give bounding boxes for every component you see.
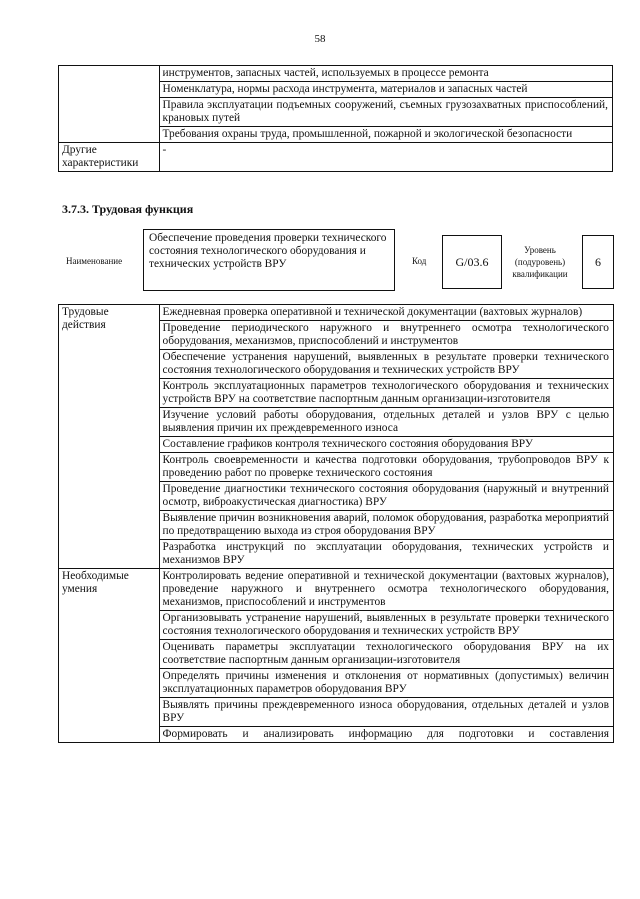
table-cell: Составление графиков контроля технического состояния оборудования ВРУ	[159, 437, 613, 453]
table-cell: Контроль своевременности и качества подготовки оборудования, трубопроводов ВРУ к проведению работ по проверке технического состояния	[159, 453, 613, 482]
table-cell: Выявлять причины преждевременного износа оборудования, отдельных деталей и узлов ВРУ	[159, 698, 613, 727]
table-cell: Формировать и анализировать информацию для подготовки и составления	[159, 727, 613, 743]
table-cell: Правила эксплуатации подъемных сооружений, съемных грузозахватных приспособлений, крановых путей	[159, 98, 612, 127]
table-cell: Контролировать ведение оперативной и технической документации (вахтовых журналов), проведение наружного и внутреннего осмотра технологического оборудования, механизмов, приспособлений и инструментов	[159, 569, 613, 611]
qualification-level-value: 6	[582, 235, 614, 289]
table-cell: Проведение периодического наружного и внутреннего осмотра технологического оборудования, механизмов, приспособлений и инструментов	[159, 321, 613, 350]
function-code-value: G/03.6	[442, 235, 502, 289]
main-table	[58, 304, 614, 743]
table-cell: Проведение диагностики технического состояния оборудования (наружный и внутренний осмотр, виброакустическая диагностика) ВРУ	[159, 482, 613, 511]
other-characteristics-label: Другие характеристики	[59, 143, 160, 172]
labor-actions-label: Трудовые действия	[59, 305, 160, 569]
table-cell: Контроль эксплуатационных параметров технологического оборудования и технических устройств ВРУ на соответствие паспортным данным организации-изготовителя	[159, 379, 613, 408]
table-cell: Организовывать устранение нарушений, выявленных в результате проверки технического состояния технологического оборудования и технических устройств ВРУ	[159, 611, 613, 640]
empty-label-cell	[59, 66, 160, 143]
section-heading: 3.7.3. Трудовая функция	[62, 202, 194, 216]
table-cell: Определять причины изменения и отклонения от нормативных (допустимых) величин эксплуатационных параметров оборудования ВРУ	[159, 669, 613, 698]
table-cell: Ежедневная проверка оперативной и технической документации (вахтовых журналов)	[159, 305, 613, 321]
table-cell: Разработка инструкций по эксплуатации оборудования, технических устройств и механизмов ВРУ	[159, 540, 613, 569]
table-cell: инструментов, запасных частей, используемых в процессе ремонта	[159, 66, 612, 82]
table-cell: Оценивать параметры эксплуатации технологического оборудования ВРУ на их соответствие паспортным данным организации-изготовителя	[159, 640, 613, 669]
required-skills-label: Необходимые умения	[59, 569, 160, 743]
top-table	[58, 65, 613, 172]
function-name-value: Обеспечение проведения проверки технического состояния технологического оборудования и технических устройств ВРУ	[143, 229, 395, 291]
page-number: 58	[314, 33, 326, 45]
qualification-level-label: Уровень (подуровень) квалификации	[512, 245, 568, 279]
table-cell: Выявление причин возникновения аварий, поломок оборудования, разработка мероприятий по предотвращению выхода из строя оборудования ВРУ	[159, 511, 613, 540]
table-cell: Номенклатура, нормы расхода инструмента, материалов и запасных частей	[159, 82, 612, 98]
table-cell: Обеспечение устранения нарушений, выявленных в результате проверки технического состояния технологического оборудования и технических устройств ВРУ	[159, 350, 613, 379]
table-cell: Требования охраны труда, промышленной, пожарной и экологической безопасности	[159, 127, 612, 143]
function-code-label: Код	[412, 256, 427, 266]
other-characteristics-value: -	[159, 143, 612, 172]
function-name-label: Наименование	[66, 256, 123, 266]
table-cell: Изучение условий работы оборудования, отдельных деталей и узлов ВРУ с целью выявления причин их преждевременного износа	[159, 408, 613, 437]
